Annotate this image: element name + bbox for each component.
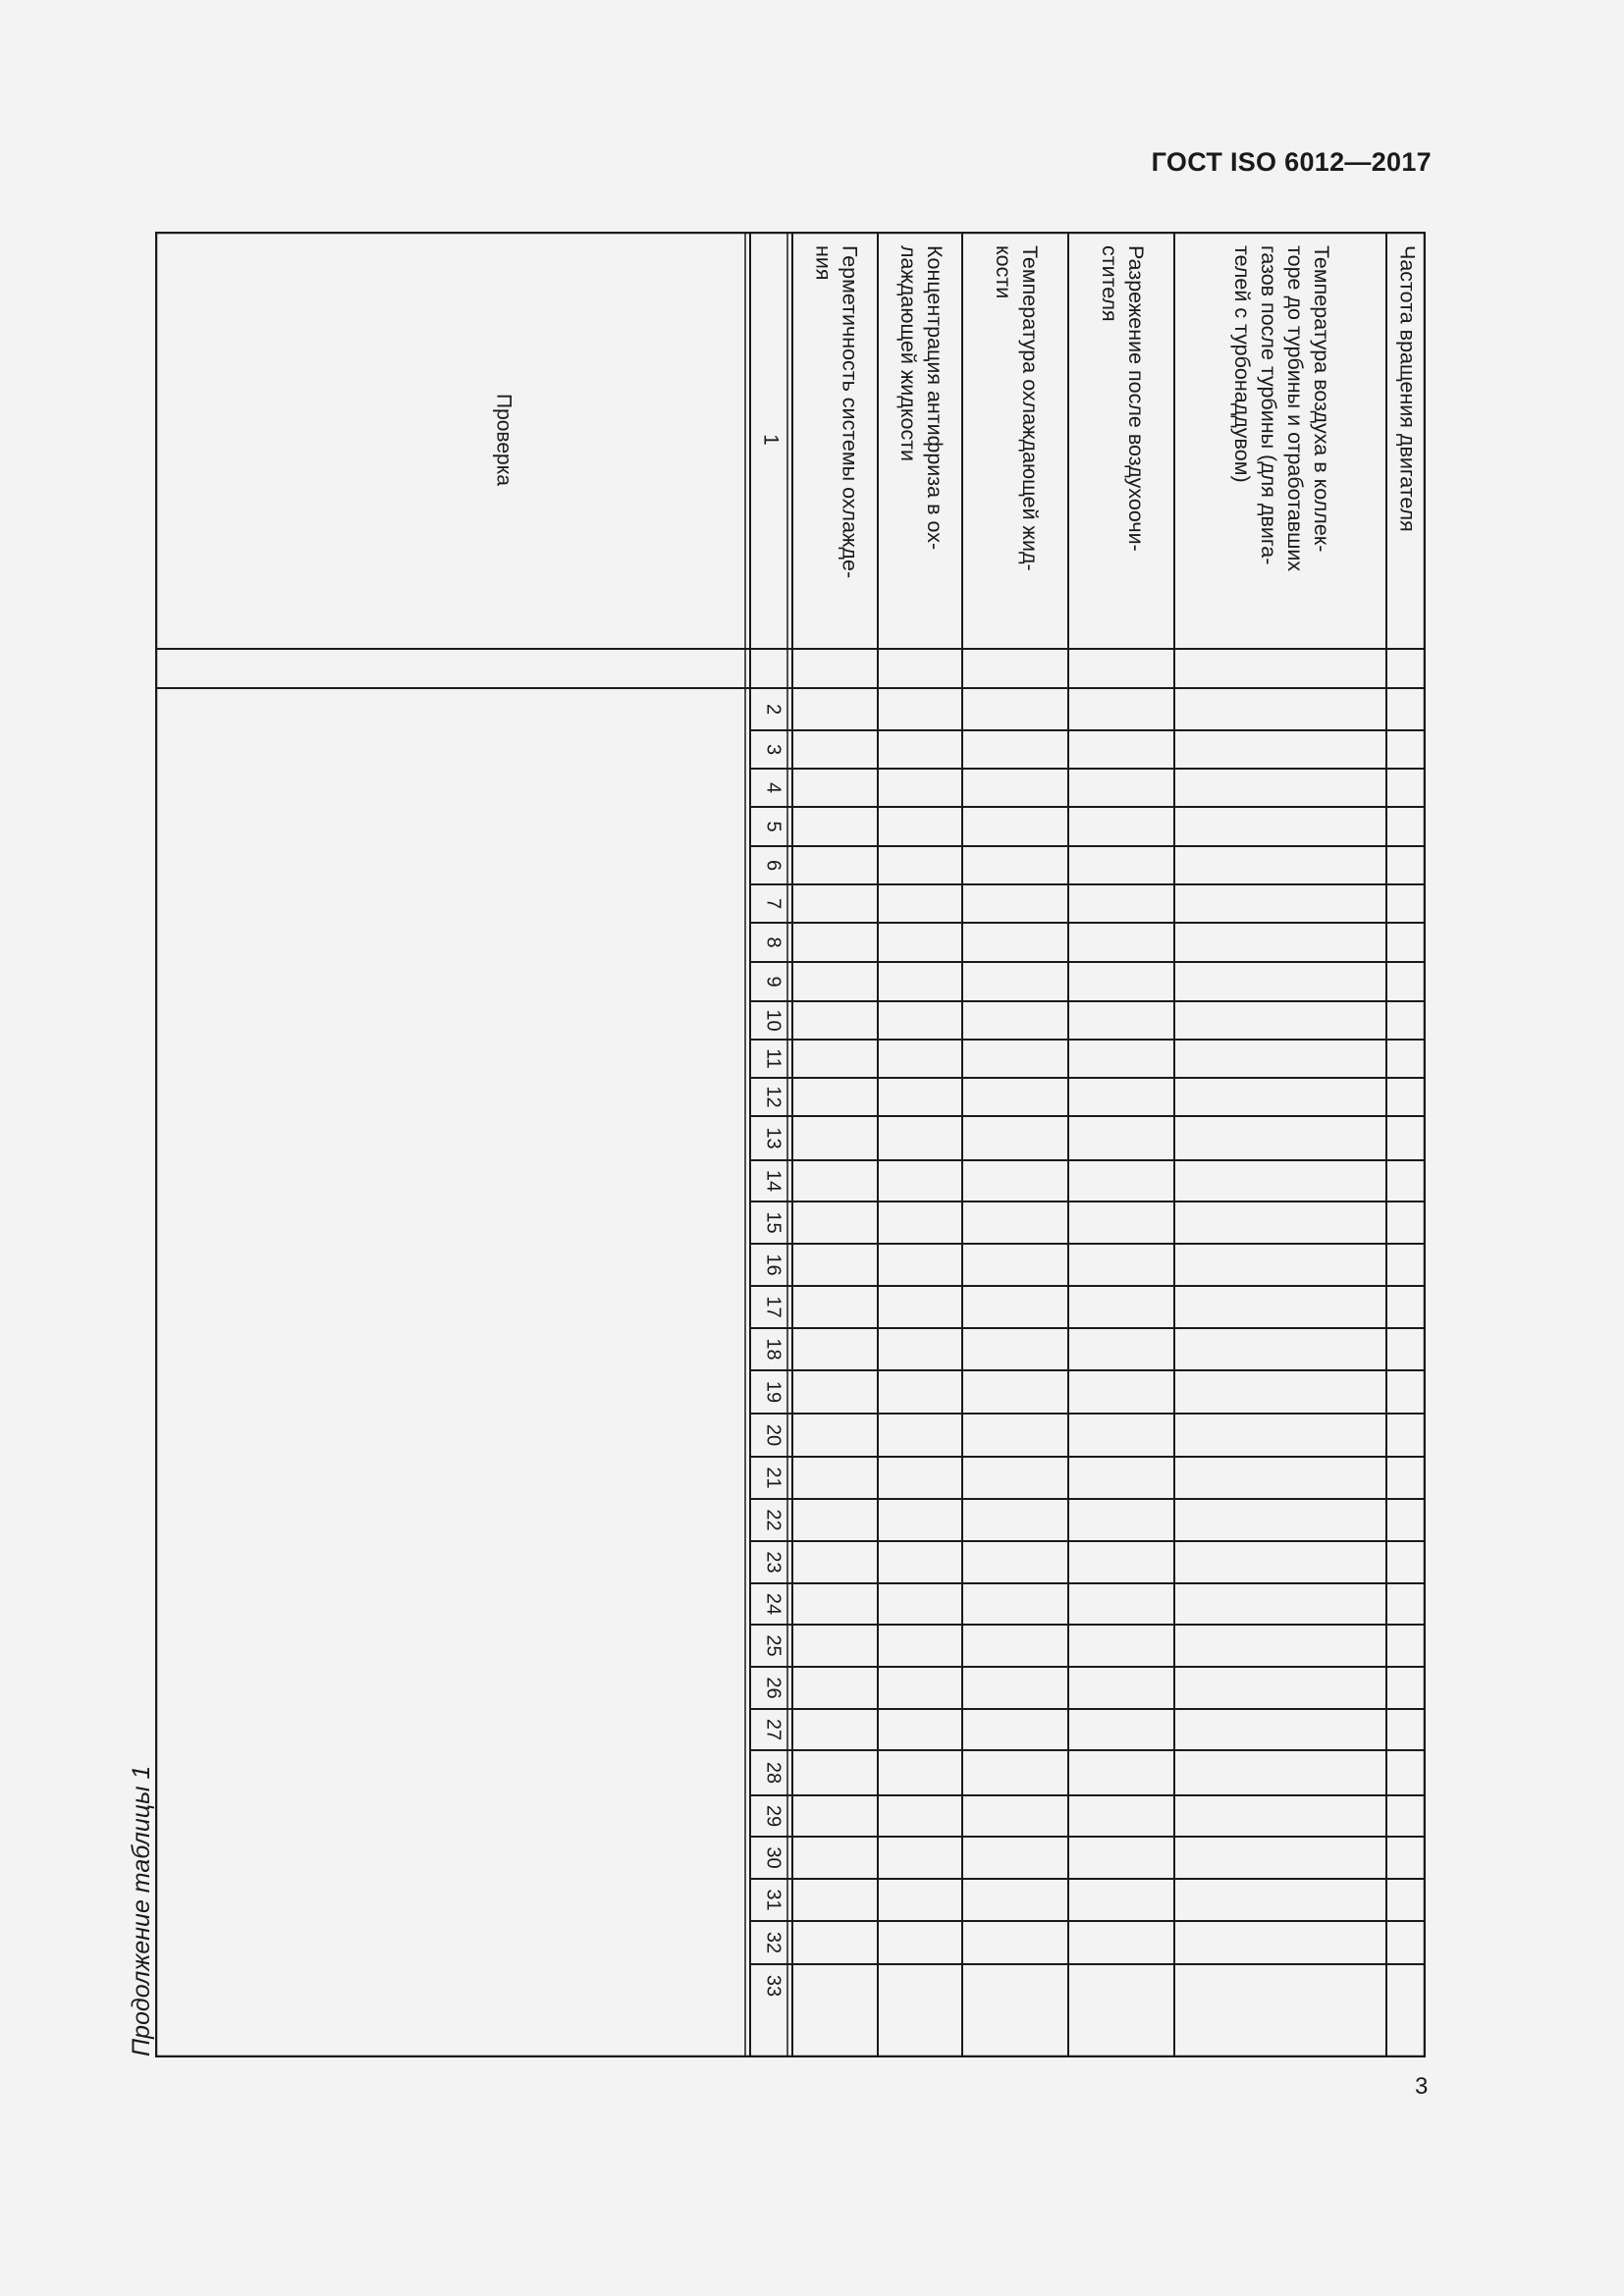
- row-number: 4: [762, 781, 785, 794]
- table-frame: [156, 233, 1425, 2056]
- row-number: 3: [762, 743, 785, 756]
- row-number: 29: [762, 1804, 785, 1828]
- row-number: 25: [762, 1634, 785, 1657]
- check-label-1: телей с турбонаддувом): [1229, 245, 1254, 483]
- row-number: 32: [762, 1931, 785, 1954]
- row-number: 11: [762, 1048, 785, 1069]
- rotated-table-wrapper: [155, 232, 1426, 2057]
- row-number: 16: [762, 1254, 785, 1276]
- row-number: 22: [762, 1509, 785, 1531]
- row-number: 15: [762, 1211, 785, 1234]
- row-number: 12: [762, 1086, 785, 1108]
- check-label-3: кости: [991, 245, 1015, 299]
- check-label-2: стителя: [1097, 245, 1121, 322]
- check-label-3: Температура охлаждающей жид-: [1017, 245, 1042, 571]
- header-column-number: 1: [759, 434, 783, 446]
- check-label-1: торе до турбины и отработавших: [1282, 245, 1307, 572]
- check-label-1: газов после турбины (для двига-: [1256, 245, 1280, 565]
- check-label-2: Разрежение после воздухоочи-: [1123, 245, 1148, 552]
- row-number: 18: [762, 1338, 785, 1361]
- row-number: 14: [762, 1169, 785, 1193]
- row-number: 30: [762, 1846, 785, 1869]
- row-number: 6: [762, 859, 785, 872]
- row-number: 21: [762, 1467, 785, 1489]
- row-number: 33: [762, 1974, 785, 1998]
- row-number: 31: [762, 1889, 785, 1911]
- row-number: 17: [762, 1296, 785, 1318]
- check-label-4: лаждающей жидкости: [895, 245, 920, 462]
- check-label-6: Частота вращения двигателя: [1395, 245, 1420, 532]
- inspection-table: [155, 232, 1426, 2057]
- row-number: 10: [762, 1009, 785, 1032]
- check-label-1: Температура воздуха в коллек-: [1309, 245, 1333, 553]
- row-number: 2: [762, 703, 785, 716]
- row-number: 20: [762, 1423, 785, 1447]
- row-number: 19: [762, 1380, 785, 1404]
- check-label-4: Концентрация антифриза в ох-: [922, 245, 947, 551]
- row-number: 7: [762, 897, 785, 910]
- row-number: 24: [762, 1592, 785, 1616]
- row-number: 28: [762, 1761, 785, 1785]
- row-number: 23: [762, 1551, 785, 1574]
- row-number: 5: [762, 821, 785, 832]
- row-number: 13: [762, 1127, 785, 1149]
- row-number: 27: [762, 1718, 785, 1741]
- table-caption: Продолжение таблицы 1: [128, 1765, 155, 2056]
- check-label-5: Герметичность системы охлажде-: [838, 245, 862, 579]
- standard-code: ГОСТ ISO 6012—2017: [1151, 147, 1432, 177]
- check-label-5: ния: [811, 245, 836, 281]
- header-check-label: Проверка: [492, 393, 515, 487]
- row-number: 9: [762, 976, 785, 988]
- row-number: 8: [762, 936, 785, 948]
- page-number: 3: [1415, 2073, 1429, 2100]
- row-number: 26: [762, 1677, 785, 1699]
